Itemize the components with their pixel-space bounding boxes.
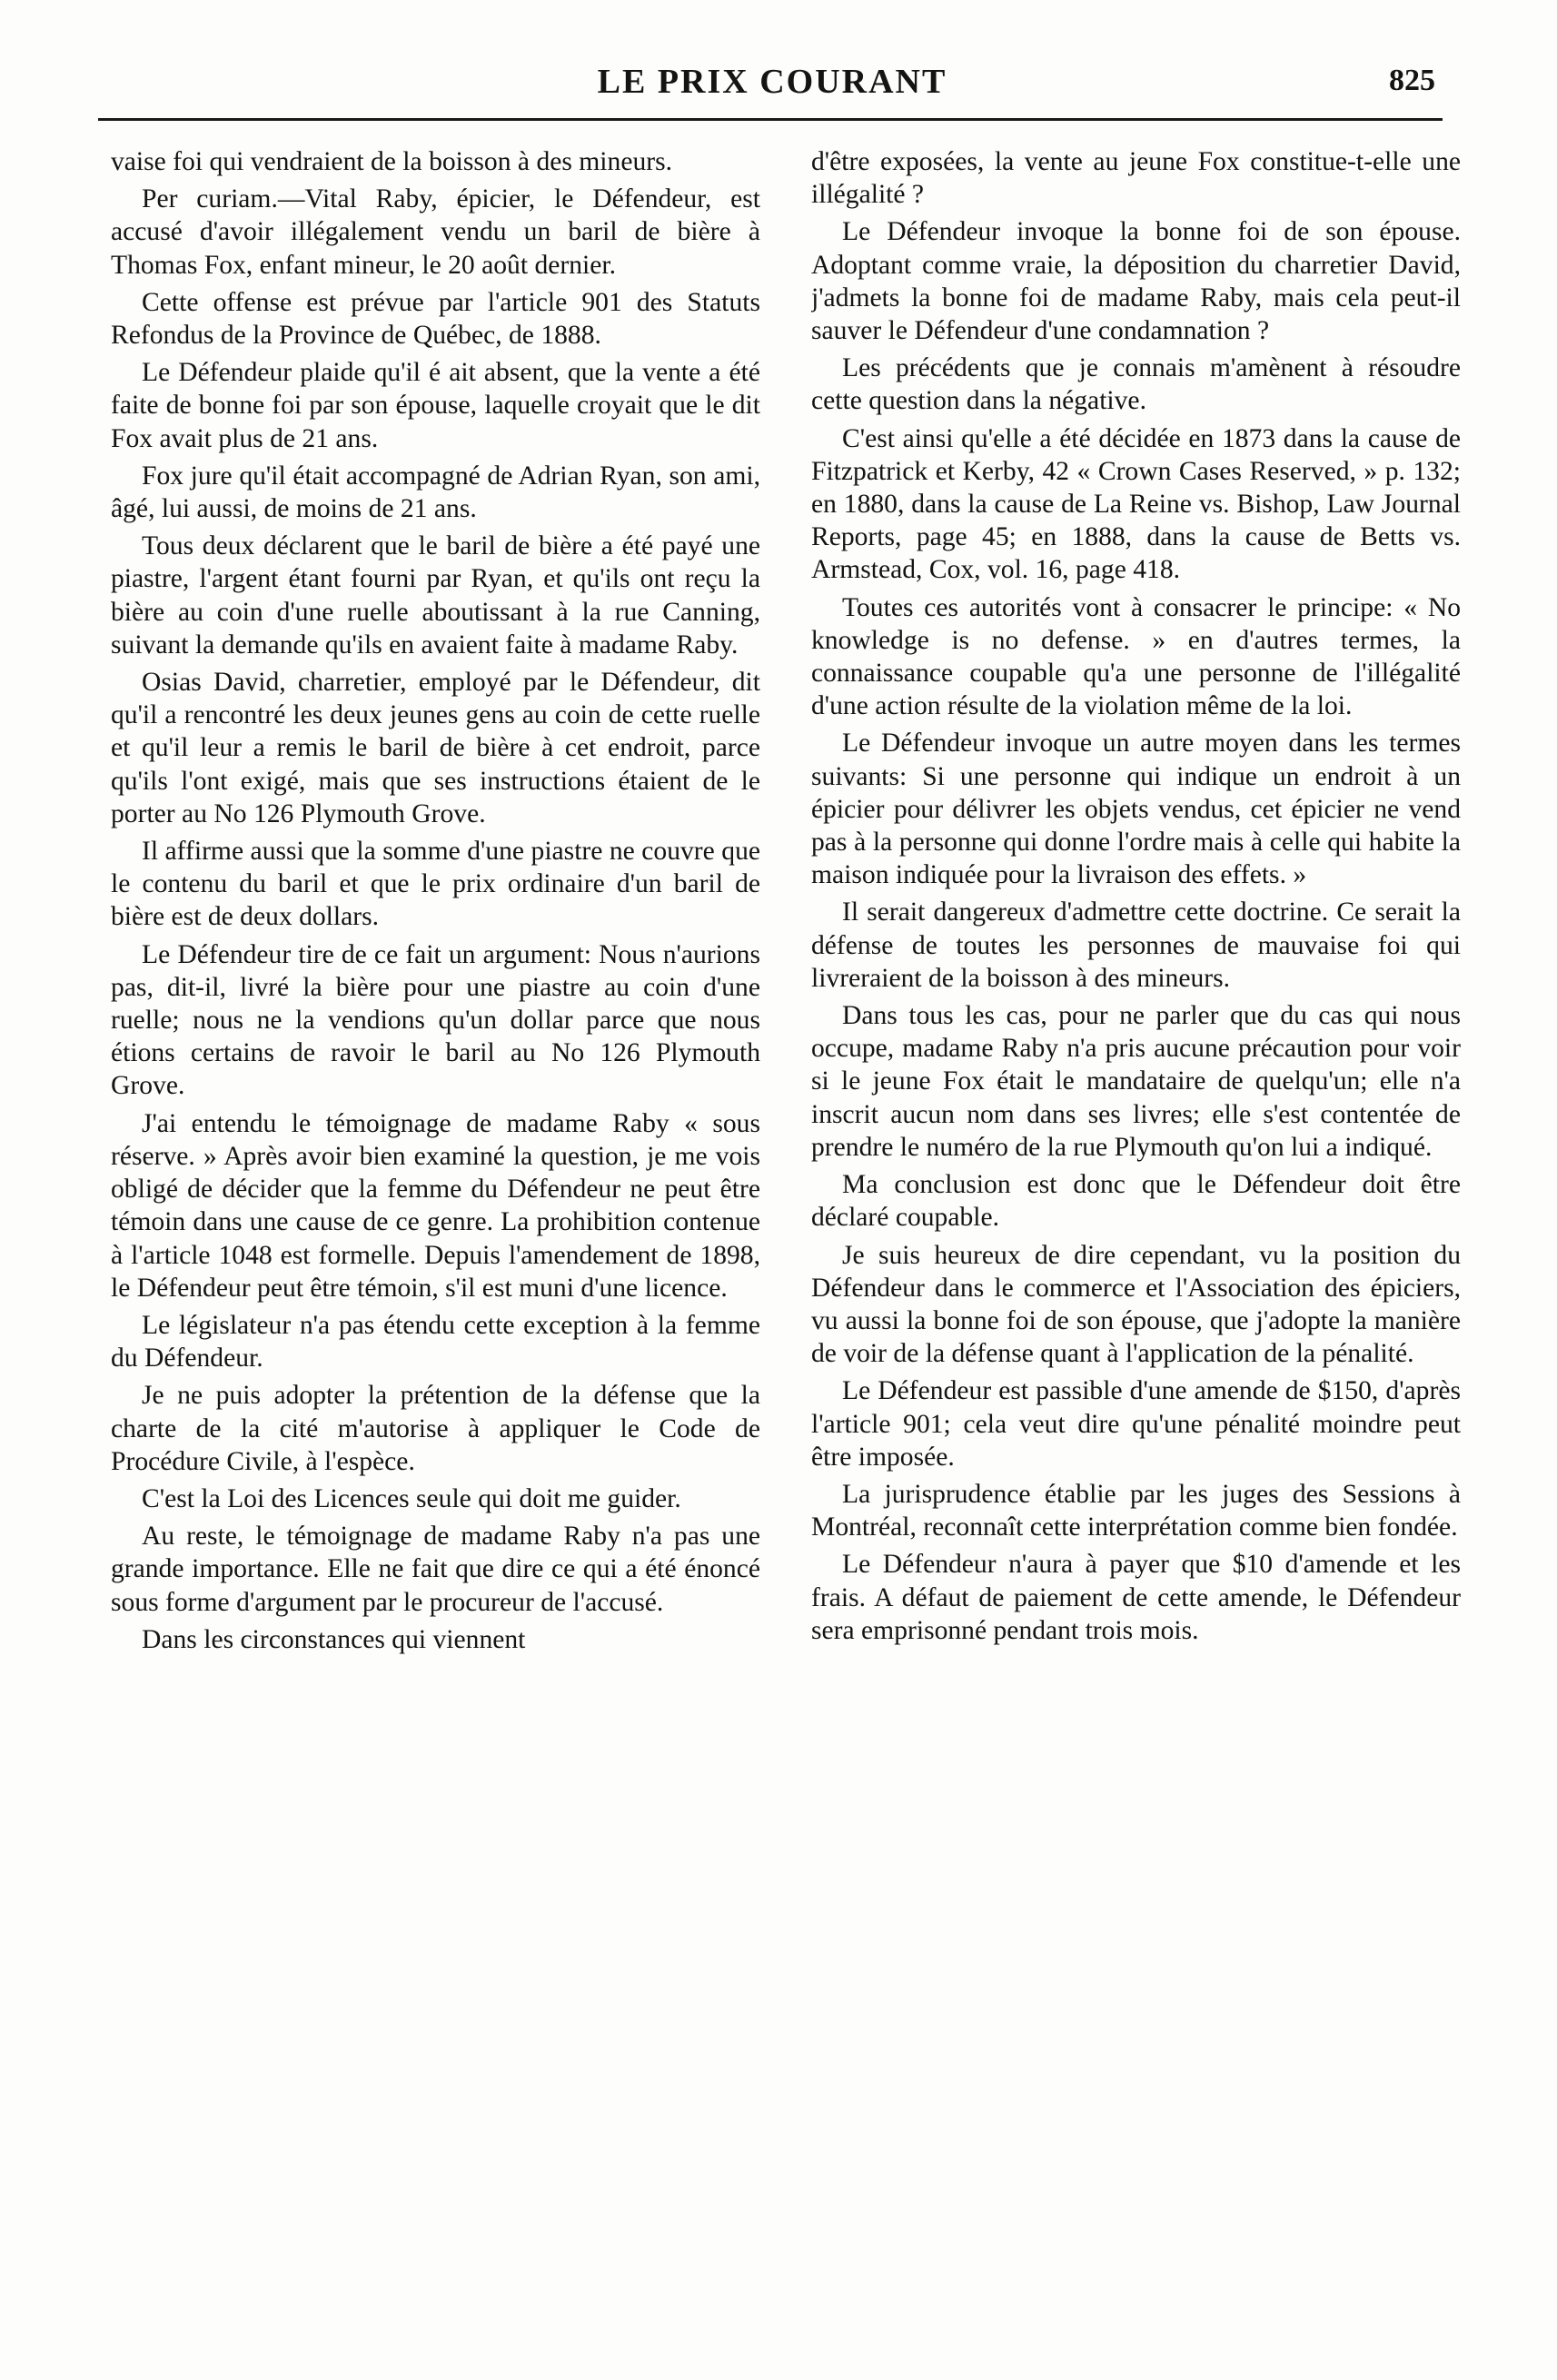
paragraph: Il serait dangereux d'admettre cette doctrine. Ce serait la défense de toutes les personnes de mauvaise foi qui livreraient de la boisson à des mineurs. xyxy=(811,897,1461,993)
paragraph: Le législateur n'a pas étendu cette exception à la femme du Défendeur. xyxy=(111,1310,760,1373)
paragraph: Dans les circonstances qui viennent xyxy=(142,1624,526,1654)
paragraph: vaise foi qui vendraient de la boisson à des mineurs. xyxy=(111,147,673,176)
paragraph: Osias David, charretier, employé par le Défendeur, dit qu'il a rencontré les deux jeunes gens au coin de cette ruelle et qu'il leur a remis le baril de bière à cet endroit, parce qu'ils l'ont exigé, mais que ses instructions étaient de le porter au No 126 Plymouth Grove. xyxy=(111,668,760,828)
paragraph: Toutes ces autorités vont à consacrer le principe: « No knowledge is no defense. » en d'autres termes, la connaissance coupable qu'a une personne de l'illégalité d'une action résulte de la violation même de la loi. xyxy=(811,592,1461,721)
paragraph: Le Défendeur est passible d'une amende de $150, d'après l'article 901; cela veut dire qu'une pénalité moindre peut être imposée. xyxy=(811,1376,1461,1472)
paragraph: Le Défendeur plaide qu'il é ait absent, que la vente a été faite de bonne foi par son épouse, laquelle croyait que le dit Fox avait plus de 21 ans. xyxy=(111,358,760,453)
paragraph: Cette offense est prévue par l'article 901 des Statuts Refondus de la Province de Québec, de 1888. xyxy=(111,287,760,351)
paragraph: Le Défendeur invoque un autre moyen dans les termes suivants: Si une personne qui indique un endroit à un épicier pour délivrer les objets vendus, cet épicier ne vend pas à la personne qui donne l'ordre mais à celle qui habite la maison indiquée pour la livraison des effets. » xyxy=(811,729,1461,890)
paragraph: Je suis heureux de dire cependant, vu la position du Défendeur dans le commerce et l'Association des épiciers, vu aussi la bonne foi de son épouse, que j'adopte la manière de voir de la défense quant à l'application de la pénalité. xyxy=(811,1240,1461,1369)
page-title: LE PRIX COURANT xyxy=(597,63,947,101)
paragraph: Dans tous les cas, pour ne parler que du cas qui nous occupe, madame Raby n'a pris aucune précaution pour voir si le jeune Fox était le mandataire de quelqu'un; elle n'a inscrit aucun nom dans ses livres; elle s'est contentée de prendre le numéro de la rue Plymouth qu'on lui a indiqué. xyxy=(811,1001,1461,1162)
paragraph: Les précédents que je connais m'amènent à résoudre cette question dans la négative. xyxy=(811,353,1461,416)
paragraph: d'être exposées, la vente au jeune Fox constitue-t-elle une illégalité ? xyxy=(811,147,1461,210)
paragraph: Le Défendeur n'aura à payer que $10 d'amende et les frais. A défaut de paiement de cette amende, le Défendeur sera emprisonné pendant trois mois. xyxy=(811,1550,1461,1645)
page-number: 825 xyxy=(1389,64,1435,97)
header-rule xyxy=(98,118,1443,121)
paragraph: Il affirme aussi que la somme d'une piastre ne couvre que le contenu du baril et que le prix ordinaire d'un baril de bière est de deux dollars. xyxy=(111,837,760,932)
paragraph: Per curiam.—Vital Raby, épicier, le Défendeur, est accusé d'avoir illégalement vendu un baril de bière à Thomas Fox, enfant mineur, le 20 août dernier. xyxy=(111,184,760,280)
left-column xyxy=(111,145,760,2325)
paragraph: Au reste, le témoignage de madame Raby n'a pas une grande importance. Elle ne fait que dire ce qui a été énoncé sous forme d'argument par le procureur de l'accusé. xyxy=(111,1522,760,1617)
paragraph: Le Défendeur tire de ce fait un argument: Nous n'aurions pas, dit-il, livré la bière pour une piastre au coin d'une ruelle; nous ne la vendions qu'un dollar parce que nous étions certains de ravoir le baril au No 126 Plymouth Grove. xyxy=(111,939,760,1101)
paragraph: Ma conclusion est donc que le Défendeur doit être déclaré coupable. xyxy=(811,1170,1461,1233)
paragraph: J'ai entendu le témoignage de madame Raby « sous réserve. » Après avoir bien examiné la question, je me vois obligé de décider que la femme du Défendeur ne peut être témoin dans une cause de ce genre. La prohibition contenue à l'article 1048 est formelle. Depuis l'amendement de 1898, le Défendeur peut être témoin, s'il est muni d'une licence. xyxy=(111,1108,760,1303)
page-header xyxy=(100,56,1444,111)
paragraph: Tous deux déclarent que le baril de bière a été payé une piastre, l'argent étant fourni par Ryan, et qu'ils ont reçu la bière au coin d'une ruelle aboutissant à la rue Canning, suivant la demande qu'ils en avaient faite à madame Raby. xyxy=(111,531,760,659)
paragraph: Je ne puis adopter la prétention de la défense que la charte de la cité m'autorise à appliquer le Code de Procédure Civile, à l'espèce. xyxy=(111,1381,760,1476)
paragraph: C'est la Loi des Licences seule qui doit me guider. xyxy=(142,1483,681,1513)
paragraph: Le Défendeur invoque la bonne foi de son épouse. Adoptant comme vraie, la déposition du charretier David, j'admets la bonne foi de madame Raby, mais cela peut-il sauver le Défendeur d'une condamnation ? xyxy=(811,217,1461,346)
paragraph: Fox jure qu'il était accompagné de Adrian Ryan, son ami, âgé, lui aussi, de moins de 21 ans. xyxy=(111,461,760,524)
right-column xyxy=(811,145,1461,2325)
paragraph: C'est ainsi qu'elle a été décidée en 1873 dans la cause de Fitzpatrick et Kerby, 42 « Crown Cases Reserved, » p. 132; en 1880, dans la cause de La Reine vs. Bishop, Law Journal Reports, page 45; en 1888, dans la cause de Betts vs. Armstead, Cox, vol. 16, page 418. xyxy=(811,423,1461,585)
paragraph: La jurisprudence établie par les juges des Sessions à Montréal, reconnaît cette interprétation comme bien fondée. xyxy=(811,1479,1461,1542)
